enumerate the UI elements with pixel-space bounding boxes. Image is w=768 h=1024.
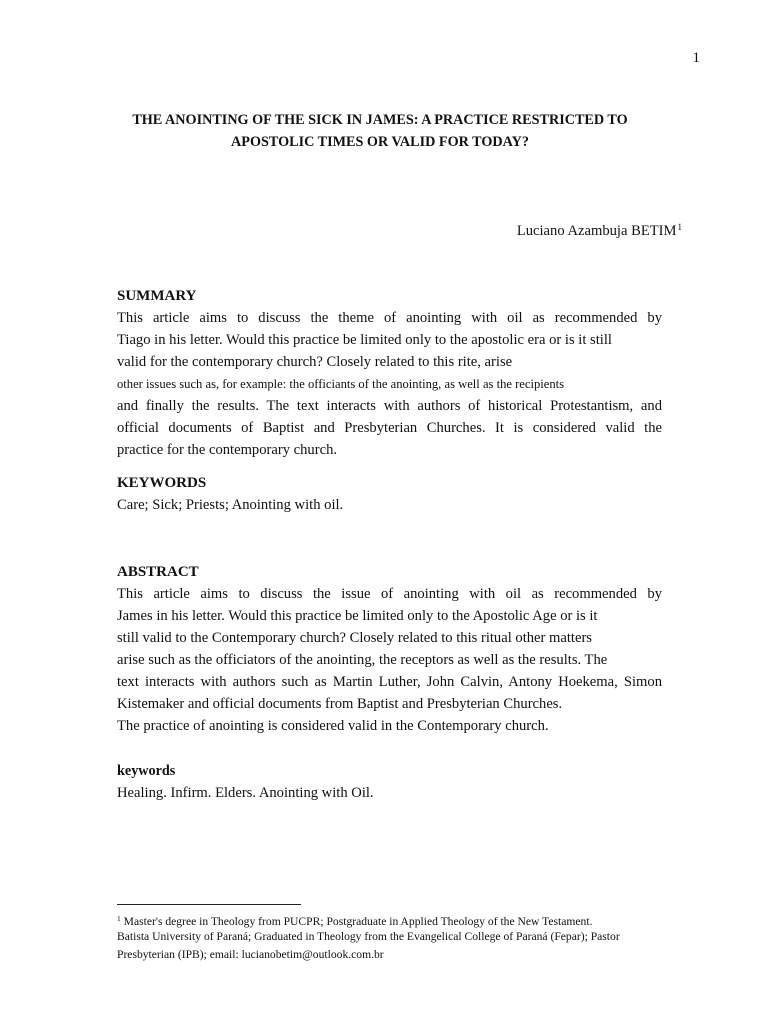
footnote-divider (117, 904, 301, 905)
abstract-line: arise such as the officiators of the anointing, the receptors as well as the results. The (117, 652, 608, 668)
abstract-heading: ABSTRACT (117, 564, 199, 580)
summary-heading: SUMMARY (117, 288, 197, 304)
abstract-line: James in his letter. Would this practice be limited only to the Apostolic Age or is it (117, 608, 598, 624)
summary-line: valid for the contemporary church? Closely related to this rite, arise (117, 354, 513, 370)
page-number: 1 (692, 50, 700, 66)
summary-line: official documents of Baptist and Presbyterian Churches. It is considered valid the (117, 420, 662, 436)
abstract-line: text interacts with authors such as Martin Luther, John Calvin, Antony Hoekema, Simon (117, 674, 662, 690)
footnote-mark: 1 (117, 914, 121, 923)
abstract-line: This article aims to discuss the issue of anointing with oil as recommended by (117, 586, 662, 602)
summary-line: Tiago in his letter. Would this practice be limited only to the apostolic era or is it still (117, 332, 612, 348)
footnote (117, 910, 662, 964)
footnote-line (117, 910, 662, 928)
footnote-line: Presbyterian (IPB); email: lucianobetim@outlook.com.br (117, 948, 384, 961)
summary-line: other issues such as, for example: the officiants of the anointing, as well as the recipients (117, 377, 565, 391)
paper-title (60, 109, 700, 153)
footnote-line: Batista University of Paraná; Graduated in Theology from the Evangelical College of Paraná (Fepar); Pastor (117, 930, 620, 943)
keywords-en-section (117, 760, 662, 804)
abstract-section (117, 561, 662, 737)
footnote-text: Master's degree in Theology from PUCPR; Postgraduate in Applied Theology of the New Testament. (123, 915, 593, 928)
keywords-text: Care; Sick; Priests; Anointing with oil. (117, 497, 344, 513)
keywords-en-text: Healing. Infirm. Elders. Anointing with Oil. (117, 785, 374, 801)
title-line-2: APOSTOLIC TIMES OR VALID FOR TODAY? (231, 134, 529, 150)
keywords-heading: KEYWORDS (117, 475, 207, 491)
abstract-line: The practice of anointing is considered valid in the Contemporary church. (117, 718, 549, 734)
summary-line: and finally the results. The text interacts with authors of historical Protestantism, and (117, 398, 662, 414)
summary-section (117, 285, 662, 461)
summary-line: This article aims to discuss the theme of anointing with oil as recommended by (117, 310, 662, 326)
author-line (517, 222, 682, 240)
keywords-en-heading: keywords (117, 763, 176, 779)
title-line-1: THE ANOINTING OF THE SICK IN JAMES: A PRACTICE RESTRICTED TO (132, 112, 628, 128)
author-footnote-mark[interactable]: 1 (677, 222, 682, 232)
summary-line: practice for the contemporary church. (117, 442, 338, 458)
abstract-line: still valid to the Contemporary church? Closely related to this ritual other matters (117, 630, 592, 646)
author-name: Luciano Azambuja BETIM (516, 223, 677, 239)
keywords-section (117, 472, 662, 516)
abstract-line: Kistemaker and official documents from Baptist and Presbyterian Churches. (117, 696, 563, 712)
